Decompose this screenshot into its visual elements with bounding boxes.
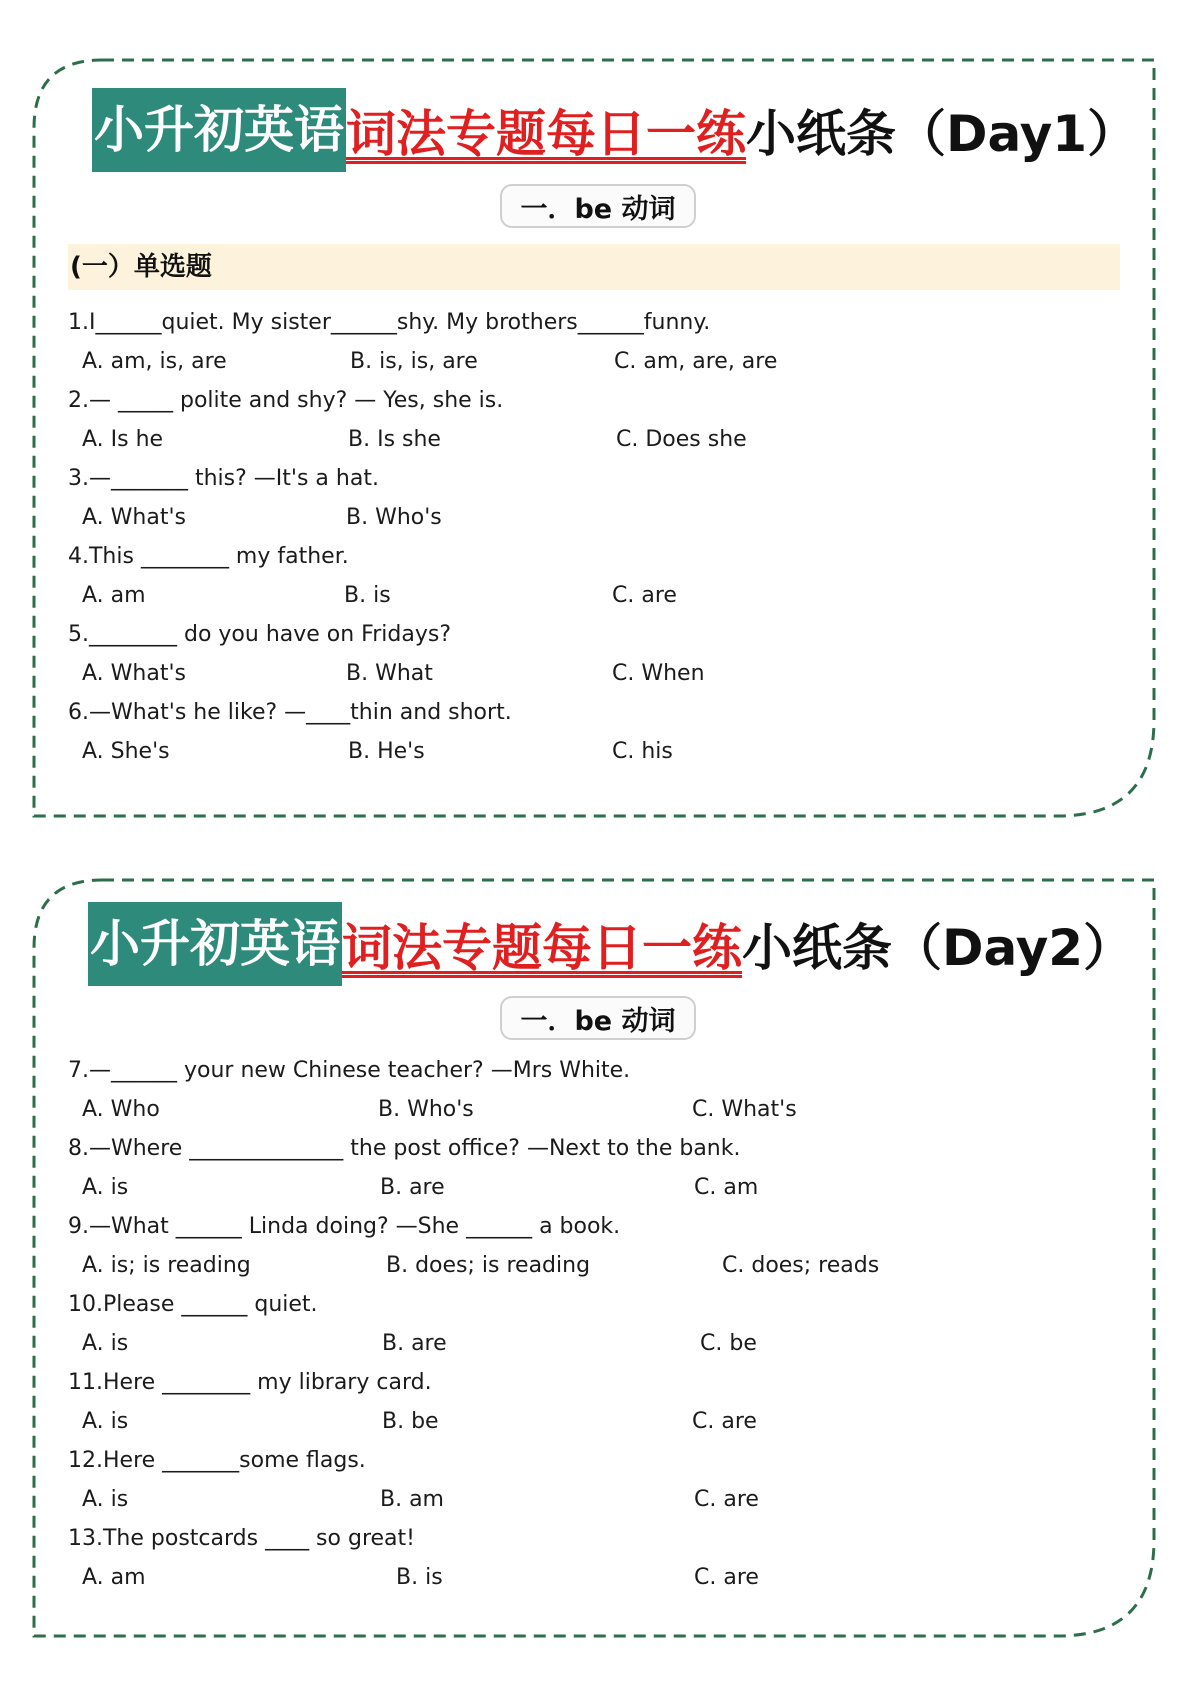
option-b: B. is [396,1565,443,1590]
option-c: C. are [612,583,677,608]
option-a: A. is [82,1409,129,1434]
question-text: 13.The postcards ____ so great! [68,1526,415,1551]
option-b: B. He's [348,739,425,764]
option-b: B. does; is reading [386,1253,591,1278]
option-b: B. are [380,1175,445,1200]
option-c: C. are [694,1487,759,1512]
option-row [68,498,1128,537]
option-b: B. What [346,661,433,686]
option-b: B. are [382,1331,447,1356]
option-row [68,732,1128,771]
question-list [68,303,1128,771]
option-a: A. is [82,1175,129,1200]
option-row [68,576,1128,615]
subsection-heading: (一）单选题 [68,244,1120,290]
title-highlight-red: 词法专题每日一练 [342,919,742,977]
option-c: C. Does she [616,427,747,452]
option-a: A. am, is, are [82,349,227,374]
option-row [68,1168,1128,1207]
question-text: 5.________ do you have on Fridays? [68,622,452,647]
worksheet-card-day2 [32,878,1156,1638]
option-c: C. his [612,739,673,764]
title-highlight-teal: 小升初英语 [88,902,342,986]
option-c: C. does; reads [722,1253,880,1278]
question-text: 3.—_______ this? —It's a hat. [68,466,379,491]
option-c: C. are [694,1565,759,1590]
option-b: B. Is she [348,427,441,452]
option-b: B. is, is, are [350,349,478,374]
option-b: B. am [380,1487,444,1512]
question-text: 11.Here ________ my library card. [68,1370,432,1395]
question-text: 4.This ________ my father. [68,544,349,569]
card-title [92,88,1137,172]
question-text: 6.—What's he like? —____thin and short. [68,700,512,725]
question-text: 7.—______ your new Chinese teacher? —Mrs White. [68,1058,631,1083]
option-a: A. am [82,583,146,608]
option-b: B. Who's [346,505,442,530]
option-row [68,420,1128,459]
question-text: 9.—What ______ Linda doing? —She ______ a book. [68,1214,621,1239]
option-c: C. When [612,661,705,686]
option-a: A. What's [82,505,186,530]
option-row [68,1090,1128,1129]
card-title [88,902,1133,986]
option-b: B. Who's [378,1097,474,1122]
option-c: C. am [694,1175,759,1200]
question-text: 8.—Where ______________ the post office? —Next to the bank. [68,1136,741,1161]
option-row [68,1402,1128,1441]
title-suffix: 小纸条（Day2） [742,919,1134,977]
title-highlight-teal: 小升初英语 [92,88,346,172]
option-c: C. are [692,1409,757,1434]
option-row [68,1246,1128,1285]
option-row [68,1324,1128,1363]
option-row [68,1558,1128,1597]
option-a: A. Is he [82,427,164,452]
title-suffix: 小纸条（Day1） [746,105,1138,163]
section-heading: 一．be 动词 [500,184,696,228]
question-list [68,1051,1128,1597]
question-text: 12.Here _______some flags. [68,1448,366,1473]
worksheet-card-day1 [32,58,1156,818]
option-row [68,342,1128,381]
option-a: A. is [82,1331,129,1356]
section-heading: 一．be 动词 [500,996,696,1040]
option-c: C. am, are, are [614,349,778,374]
option-b: B. is [344,583,391,608]
option-row [68,654,1128,693]
option-b: B. be [382,1409,439,1434]
title-highlight-red: 词法专题每日一练 [346,105,746,163]
option-a: A. She's [82,739,170,764]
option-a: A. is [82,1487,129,1512]
option-row [68,1480,1128,1519]
option-a: A. Who [82,1097,160,1122]
option-c: C. What's [692,1097,797,1122]
option-a: A. What's [82,661,186,686]
question-text: 1.I______quiet. My sister______shy. My brothers______funny. [68,310,711,335]
option-a: A. is; is reading [82,1253,251,1278]
question-text: 2.— _____ polite and shy? — Yes, she is. [68,388,504,413]
option-c: C. be [700,1331,757,1356]
question-text: 10.Please ______ quiet. [68,1292,318,1317]
option-a: A. am [82,1565,146,1590]
